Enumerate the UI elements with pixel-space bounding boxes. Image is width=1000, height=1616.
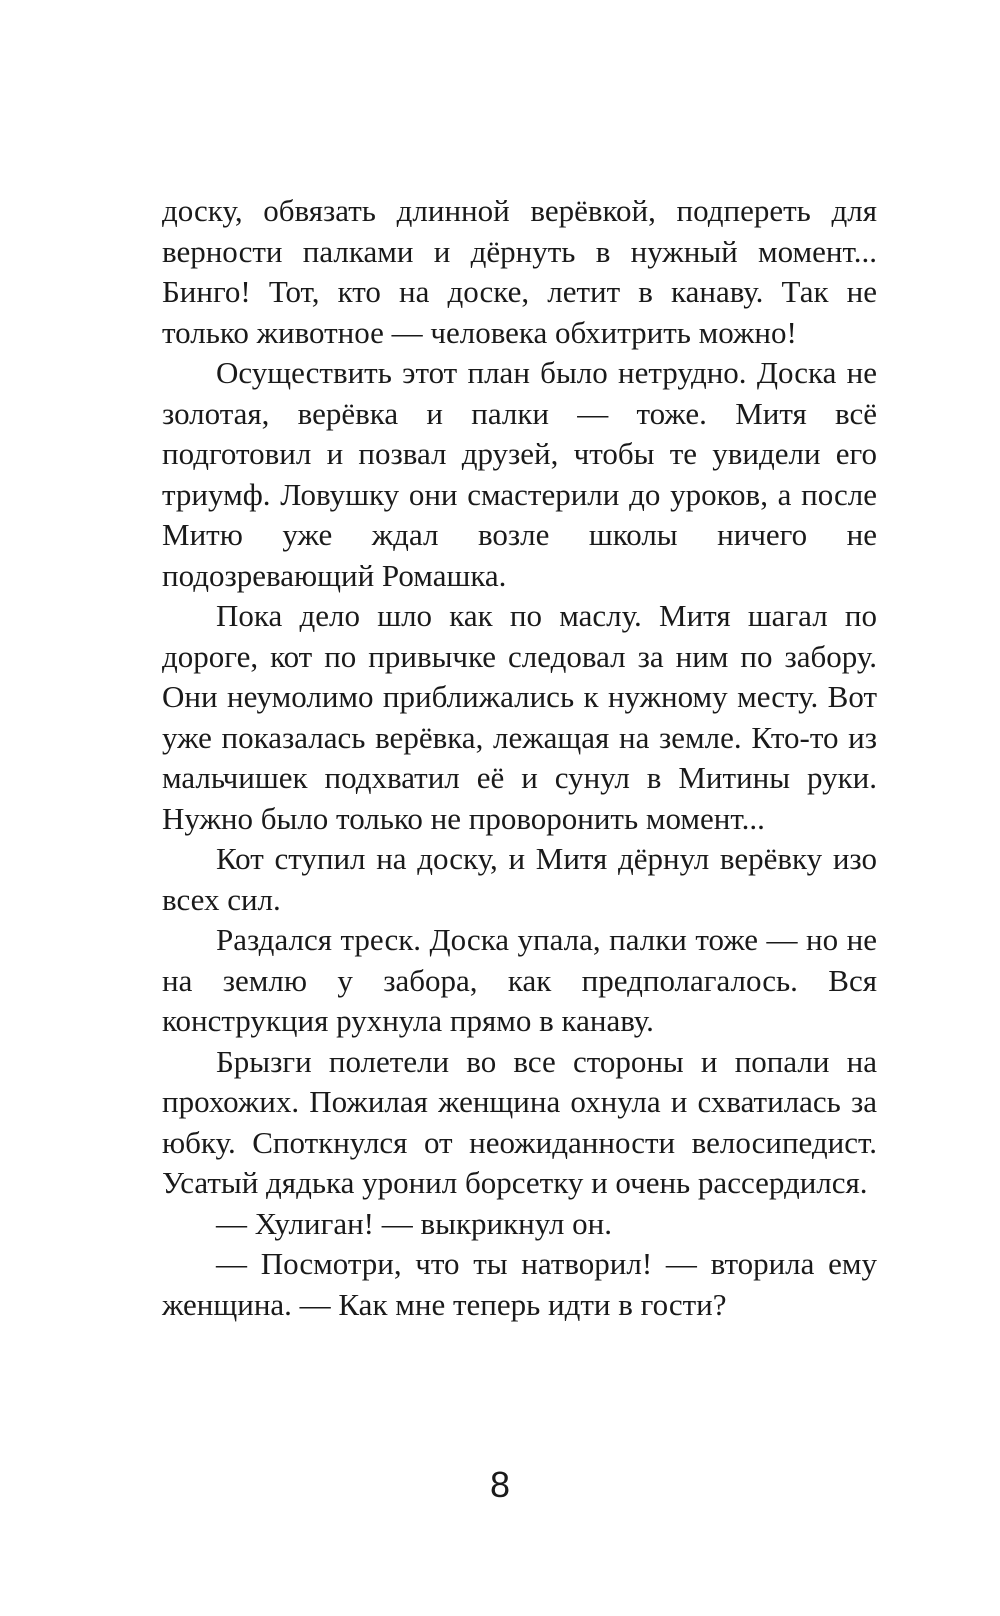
paragraph-7: — Хулиган! — выкрикнул он. [216, 1205, 612, 1241]
paragraph-1: доску, обвязать длинной верёвкой, подпереть для верности палками и дёрнуть в нужный момент... Бинго! Тот, кто на доске, летит в канаву. Так не только животное — человека обхитрить можно! [162, 193, 877, 350]
paragraph-8: — Посмотри, что ты натворил! — вторила ему женщина. — Как мне теперь идти в гости? [162, 1246, 877, 1322]
paragraph-3: Пока дело шло как по маслу. Митя шагал по дороге, кот по привычке следовал за ним по забору. Они неумолимо приближались к нужному месту. Вот уже показалась верёвка, лежащая на земле. Кто-то из мальчишек подхватил её и сунул в Митины руки. Нужно было только не проворонить момент... [162, 598, 877, 836]
paragraph-4: Кот ступил на доску, и Митя дёрнул верёвку изо всех сил. [162, 841, 877, 917]
paragraph-2: Осуществить этот план было нетрудно. Доска не золотая, верёвка и палки — тоже. Митя всё подготовил и позвал друзей, чтобы те увидели его триумф. Ловушку они смастерили до уроков, а после Митю уже ждал возле школы ничего не подозревающий Ромашка. [162, 355, 877, 593]
body-text [162, 191, 877, 1325]
paragraph-5: Раздался треск. Доска упала, палки тоже — но не на землю у забора, как предполагалось. Вся конструкция рухнула прямо в канаву. [162, 922, 877, 1038]
paragraph-6: Брызги полетели во все стороны и попали на прохожих. Пожилая женщина охнула и схватилась за юбку. Споткнулся от неожиданности велосипедист. Усатый дядька уронил борсетку и очень рассердился. [162, 1043, 877, 1200]
page-number: 8 [489, 1464, 511, 1505]
